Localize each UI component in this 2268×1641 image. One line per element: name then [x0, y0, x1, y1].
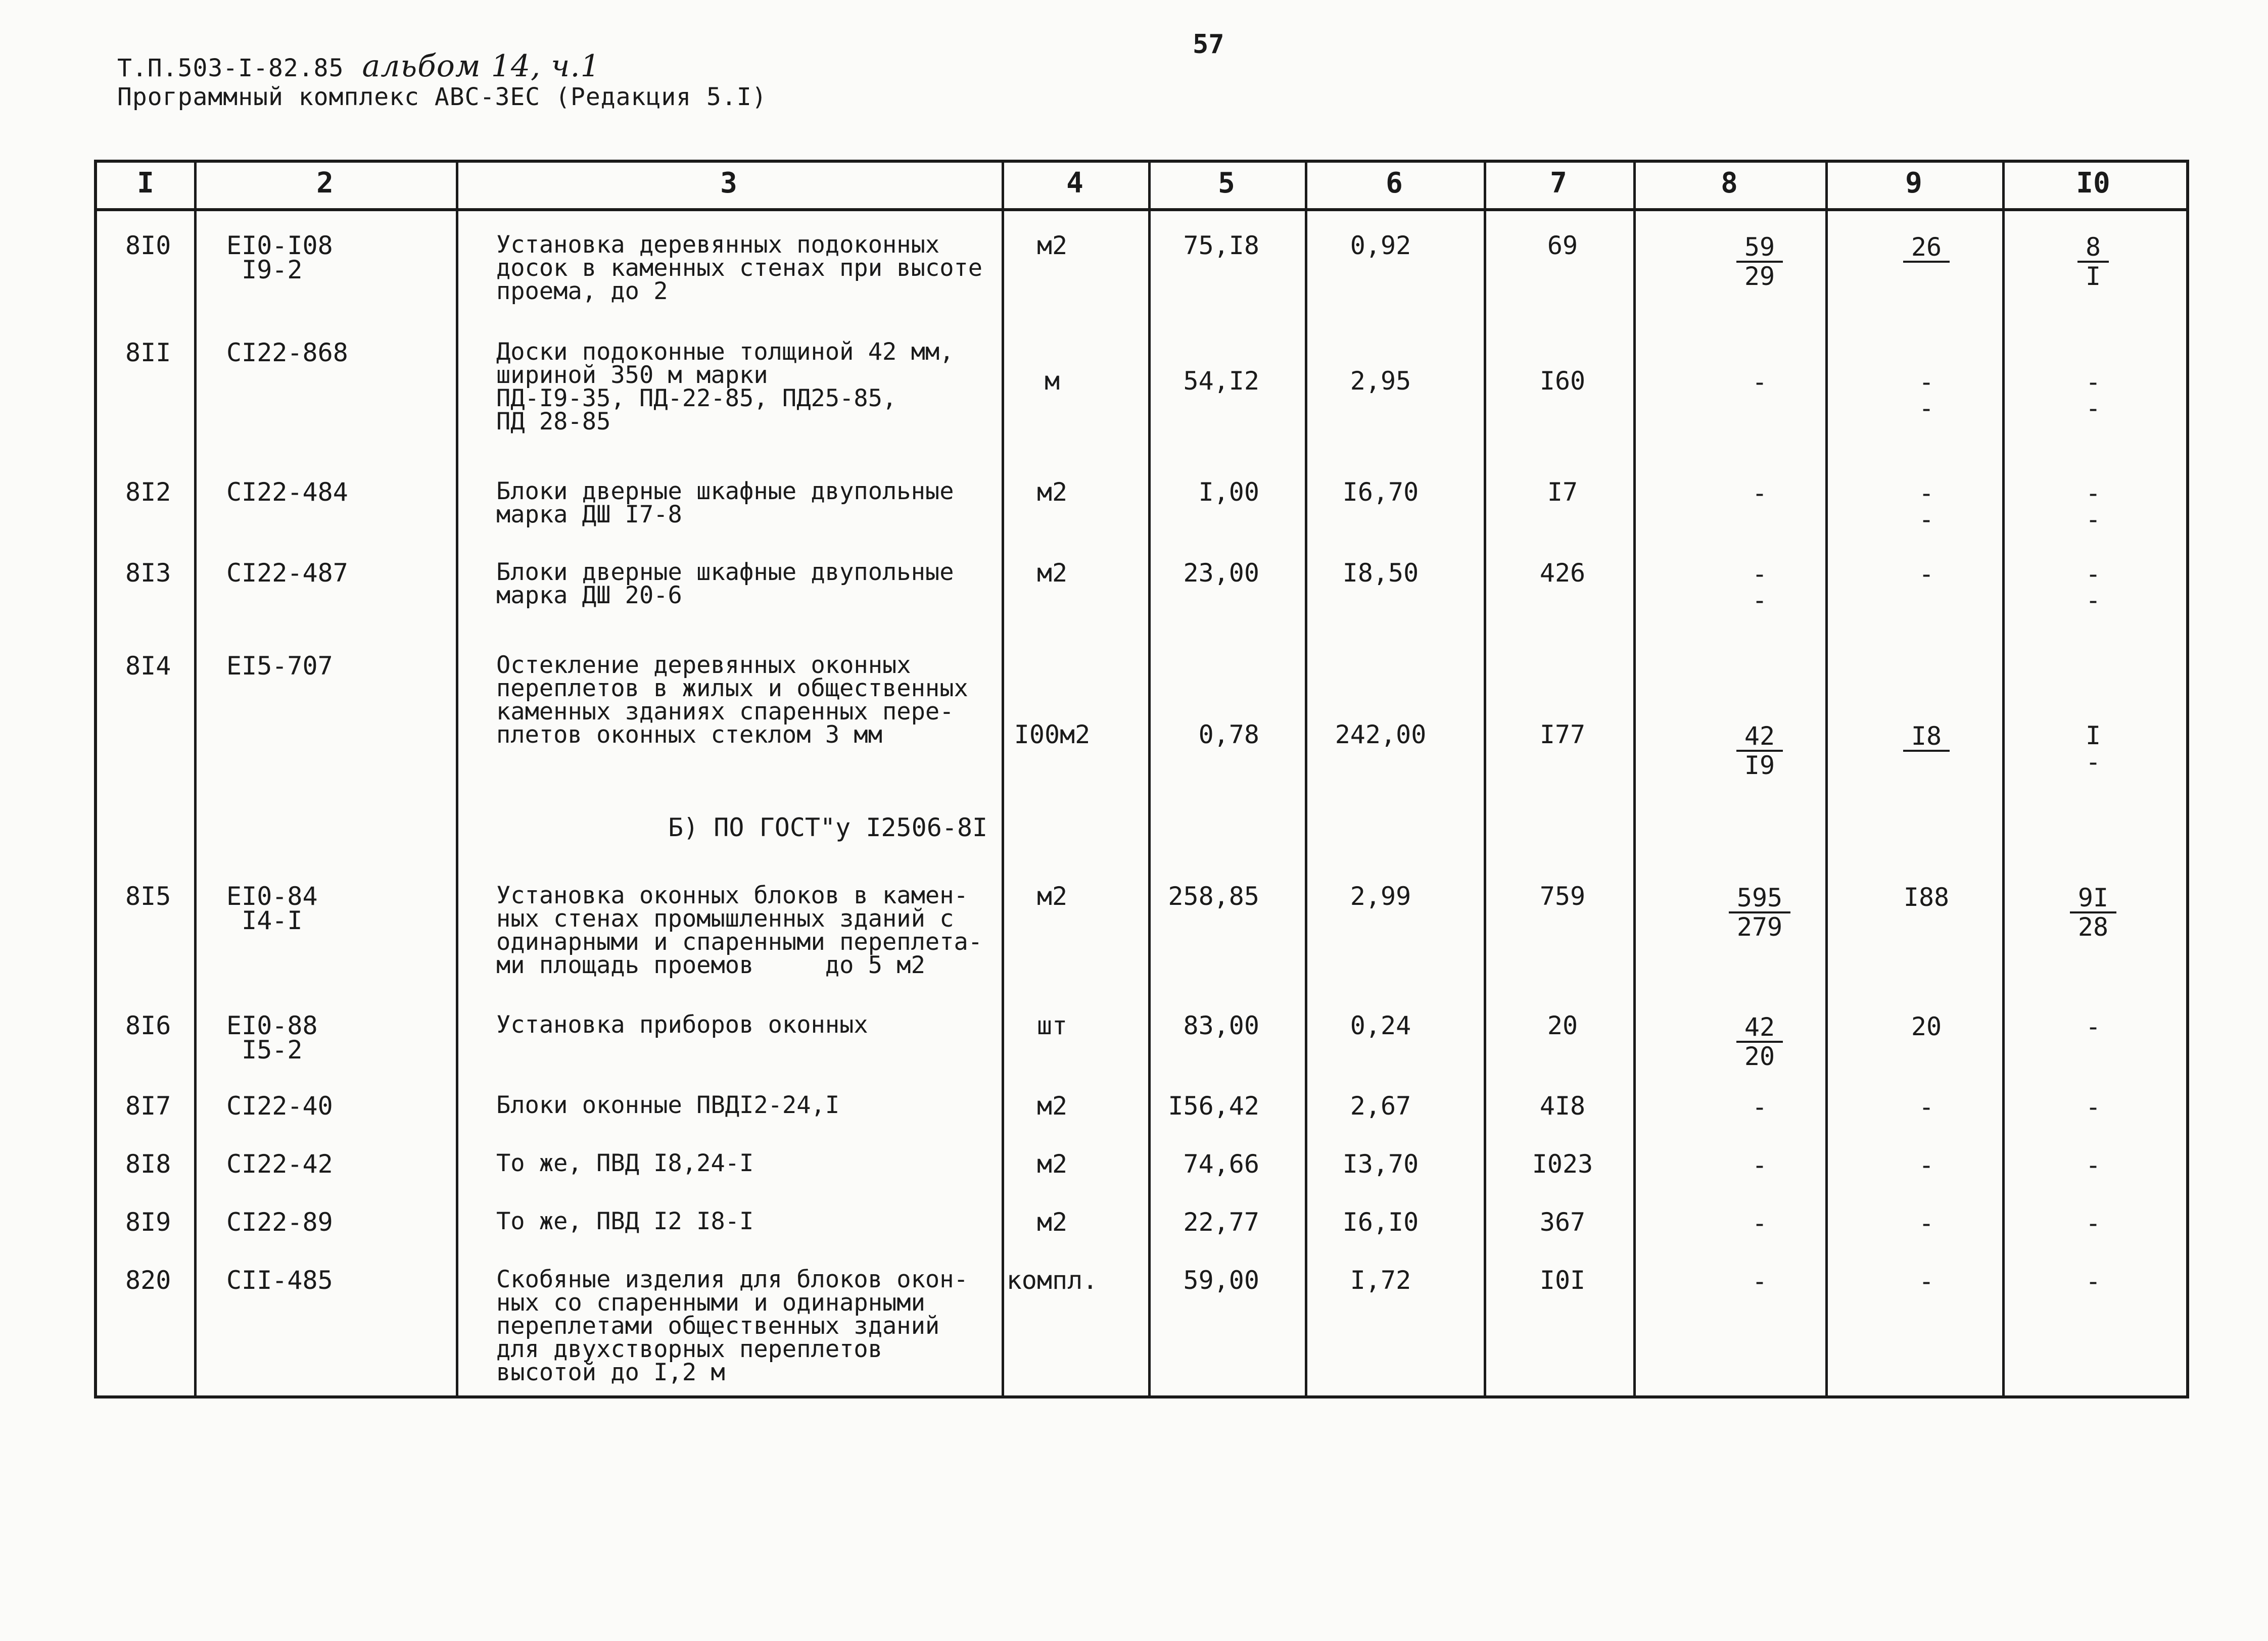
unit-price: I,72: [1350, 1266, 1411, 1295]
quantity: 258,85: [1168, 882, 1259, 911]
unit-price: 0,92: [1350, 231, 1411, 260]
cell-value: -: [1752, 1150, 1768, 1180]
fraction-numerator: 8: [2077, 233, 2109, 263]
rate-code: CI22-487: [226, 558, 348, 588]
col9-value: [1856, 369, 1997, 421]
col9-value: [1856, 233, 1997, 290]
cell-value: -: [2085, 1092, 2101, 1122]
col8-value: [1684, 884, 1835, 941]
quantity: 83,00: [1183, 1011, 1259, 1040]
cell-value: -: [1918, 1092, 1934, 1122]
fraction-denominator: [1903, 752, 1950, 779]
column-header: 9: [1905, 167, 1922, 200]
total-cost: I77: [1539, 720, 1586, 749]
cell-value: -: [2085, 1209, 2101, 1238]
fraction-numerator: 9I: [2070, 884, 2116, 913]
row-number: 8II: [125, 338, 171, 367]
total-cost: 367: [1539, 1208, 1586, 1237]
estimate-table: [94, 160, 2189, 1398]
unit-price: I6,70: [1342, 477, 1419, 507]
quantity: I,00: [1198, 477, 1259, 507]
work-description: Установка приборов оконных: [496, 1011, 868, 1039]
work-description: Установка деревянных подоконных досок в каменных стенах при высоте проема, до 2: [496, 231, 983, 305]
fraction-numerator: I8: [1903, 722, 1950, 752]
fraction-denominator: 29: [1744, 262, 1775, 291]
work-description: То же, ПВД I8,24-I: [496, 1149, 754, 1177]
cell-value: -: [1752, 478, 1768, 508]
col10-value: [2017, 1013, 2169, 1040]
unit-of-measure: компл.: [1006, 1266, 1098, 1295]
cell-value: - -: [1918, 478, 1934, 534]
column-divider: [1633, 163, 1636, 1395]
total-cost: 426: [1539, 558, 1586, 588]
quantity: 75,I8: [1183, 231, 1259, 260]
unit-of-measure: м2: [1036, 231, 1068, 260]
cell-value: -: [1752, 1092, 1768, 1122]
fraction-denominator: 28: [2077, 912, 2109, 942]
fraction-denominator: I: [2085, 262, 2101, 291]
rate-code: CI22-484: [226, 477, 348, 507]
unit-price: 2,67: [1350, 1091, 1411, 1121]
col10-value: [2017, 561, 2169, 613]
fraction-numerator: 42: [1736, 722, 1783, 752]
unit-of-measure: м2: [1036, 1091, 1068, 1121]
total-cost: I7: [1547, 477, 1578, 507]
unit-of-measure: м2: [1036, 882, 1068, 911]
col8-value: [1684, 561, 1835, 613]
cell-value: - -: [2085, 367, 2101, 423]
col8-value: [1684, 1152, 1835, 1178]
fraction-value: [1729, 884, 1790, 941]
col10-value: [2017, 884, 2169, 941]
fraction-value: [1903, 722, 1950, 779]
quantity: 22,77: [1183, 1208, 1259, 1237]
cell-value: - -: [2085, 478, 2101, 534]
rate-code: CI22-40: [226, 1091, 333, 1121]
handwritten-note: альбом 14, ч.1: [362, 49, 600, 84]
cell-value: -: [1918, 1267, 1934, 1296]
col8-value: [1684, 722, 1835, 779]
col9-value: [1856, 561, 1997, 587]
fraction-value: [2077, 233, 2109, 290]
column-divider: [194, 163, 197, 1395]
row-number: 8I9: [125, 1208, 171, 1237]
fraction-numerator: 59: [1736, 233, 1783, 263]
fraction-numerator: 42: [1736, 1013, 1783, 1043]
unit-price: 2,95: [1350, 366, 1411, 396]
rate-code: EI5-707: [226, 651, 333, 681]
total-cost: I0I: [1539, 1266, 1586, 1295]
fraction-value: [2070, 884, 2116, 941]
row-number: 8I6: [125, 1011, 171, 1040]
cell-value: I88: [1903, 883, 1950, 912]
cell-value: -: [1752, 367, 1768, 397]
fraction-numerator: 26: [1903, 233, 1950, 263]
col9-value: [1856, 480, 1997, 533]
work-description: То же, ПВД I2 I8-I: [496, 1208, 754, 1235]
header-divider: [97, 208, 2186, 211]
cell-value: -: [1918, 559, 1934, 589]
cell-value: - -: [1918, 367, 1934, 423]
col8-value: [1684, 480, 1835, 506]
row-number: 8I5: [125, 882, 171, 911]
document-subtitle: Программный комплекс АВС-ЗЕС (Редакция 5.I): [117, 83, 767, 111]
cell-value: - -: [1752, 559, 1768, 615]
cell-value: -: [1752, 1209, 1768, 1238]
column-header: I: [137, 167, 154, 200]
unit-of-measure: I00м2: [1014, 720, 1091, 749]
rate-code: CI22-89: [226, 1208, 333, 1237]
row-number: 8I3: [125, 558, 171, 588]
unit-price: I6,I0: [1342, 1208, 1419, 1237]
row-number: 820: [125, 1266, 171, 1295]
column-divider: [456, 163, 458, 1395]
unit-price: 242,00: [1335, 720, 1427, 749]
column-header: 3: [720, 167, 737, 200]
unit-of-measure: м2: [1036, 558, 1068, 588]
total-cost: 69: [1547, 231, 1578, 260]
column-header: 4: [1066, 167, 1083, 200]
col9-value: [1856, 884, 1997, 910]
rate-code: CI22-42: [226, 1149, 333, 1179]
unit-price: 0,24: [1350, 1011, 1411, 1040]
column-header: 5: [1218, 167, 1235, 200]
column-header: 2: [316, 167, 334, 200]
col9-value: [1856, 1210, 1997, 1236]
section-title: Б) ПО ГОСТ"у I2506-8I: [668, 813, 988, 842]
document-code: Т.П.503-I-82.85: [117, 54, 344, 82]
unit-price: 2,99: [1350, 882, 1411, 911]
unit-of-measure: м2: [1036, 477, 1068, 507]
cell-value: -: [2085, 1150, 2101, 1180]
cell-value: -: [1918, 1150, 1934, 1180]
total-cost: I023: [1532, 1149, 1593, 1179]
unit-of-measure: м: [1044, 366, 1060, 396]
col8-value: [1684, 233, 1835, 290]
col8-value: [1684, 1268, 1835, 1294]
column-divider: [2002, 163, 2005, 1395]
work-description: Блоки дверные шкафные двупольные марка ДШ 20-6: [496, 558, 954, 609]
cell-value: - -: [2085, 559, 2101, 615]
column-divider: [1484, 163, 1486, 1395]
total-cost: I60: [1539, 366, 1586, 396]
total-cost: 4I8: [1539, 1091, 1586, 1121]
cell-value: I -: [2085, 721, 2101, 777]
unit-of-measure: м2: [1036, 1149, 1068, 1179]
cell-value: 20: [1911, 1012, 1942, 1041]
col8-value: [1684, 369, 1835, 395]
rate-code: EI0-I08 I9-2: [226, 231, 333, 284]
fraction-value: [1903, 233, 1950, 290]
row-number: 8I7: [125, 1091, 171, 1121]
work-description: Остекление деревянных оконных переплетов в жилых и общественных каменных зданиях спаренных пере- плетов оконных стеклом 3 мм: [496, 651, 968, 749]
unit-of-measure: м2: [1036, 1208, 1068, 1237]
quantity: 0,78: [1198, 720, 1259, 749]
rate-code: EI0-88 I5-2: [226, 1011, 318, 1065]
col9-value: [1856, 1013, 1997, 1040]
col10-value: [2017, 722, 2169, 775]
col10-value: [2017, 1152, 2169, 1178]
rate-code: CI22-868: [226, 338, 348, 367]
total-cost: 20: [1547, 1011, 1578, 1040]
work-description: Блоки дверные шкафные двупольные марка ДШ I7-8: [496, 477, 954, 528]
col9-value: [1856, 1094, 1997, 1120]
cell-value: -: [1918, 1209, 1934, 1238]
col10-value: [2017, 369, 2169, 421]
fraction-value: [1736, 1013, 1783, 1070]
fraction-value: [1736, 233, 1783, 290]
rate-code: CII-485: [226, 1266, 333, 1295]
col9-value: [1856, 1152, 1997, 1178]
unit-of-measure: шт: [1036, 1011, 1068, 1040]
col10-value: [2017, 1268, 2169, 1294]
fraction-denominator: 20: [1744, 1042, 1775, 1071]
rate-code: EI0-84 I4-I: [226, 882, 318, 935]
fraction-denominator: [1903, 263, 1950, 290]
work-description: Блоки оконные ПВДI2-24,I: [496, 1091, 840, 1119]
cell-value: -: [2085, 1267, 2101, 1296]
col8-value: [1684, 1013, 1835, 1070]
column-header: 7: [1550, 167, 1567, 200]
column-header: 6: [1386, 167, 1403, 200]
row-number: 8I4: [125, 651, 171, 681]
col9-value: [1856, 1268, 1997, 1294]
total-cost: 759: [1539, 882, 1586, 911]
quantity: 59,00: [1183, 1266, 1259, 1295]
cell-value: -: [2085, 1012, 2101, 1041]
row-number: 8I8: [125, 1149, 171, 1179]
col8-value: [1684, 1210, 1835, 1236]
work-description: Скобяные изделия для блоков окон- ных со спаренными и одинарными переплетами общественных зданий для двухстворных переплетов высотой до I,2 м: [496, 1266, 968, 1386]
col9-value: [1856, 722, 1997, 779]
quantity: 54,I2: [1183, 366, 1259, 396]
work-description: Доски подоконные толщиной 42 мм, шириной 350 м марки ПД-I9-35, ПД-22-85, ПД25-85, ПД 28-85: [496, 338, 954, 436]
col10-value: [2017, 1094, 2169, 1120]
col8-value: [1684, 1094, 1835, 1120]
quantity: 23,00: [1183, 558, 1259, 588]
unit-price: I3,70: [1342, 1149, 1419, 1179]
quantity: I56,42: [1168, 1091, 1259, 1121]
work-description: Установка оконных блоков в камен- ных стенах промышленных зданий с одинарными и спаренными переплета- ми площадь проемов до 5 м2: [496, 882, 983, 979]
row-number: 8I2: [125, 477, 171, 507]
fraction-denominator: I9: [1744, 751, 1775, 780]
page-number: 57: [1193, 29, 1224, 60]
col10-value: [2017, 233, 2169, 290]
fraction-value: [1736, 722, 1783, 779]
col10-value: [2017, 1210, 2169, 1236]
col10-value: [2017, 480, 2169, 533]
unit-price: I8,50: [1342, 558, 1419, 588]
column-header: I0: [2076, 167, 2110, 200]
cell-value: -: [1752, 1267, 1768, 1296]
fraction-denominator: 279: [1736, 912, 1783, 942]
column-header: 8: [1721, 167, 1738, 200]
row-number: 8I0: [125, 231, 171, 260]
quantity: 74,66: [1183, 1149, 1259, 1179]
document-code-line: [117, 49, 600, 84]
fraction-numerator: 595: [1729, 884, 1790, 913]
